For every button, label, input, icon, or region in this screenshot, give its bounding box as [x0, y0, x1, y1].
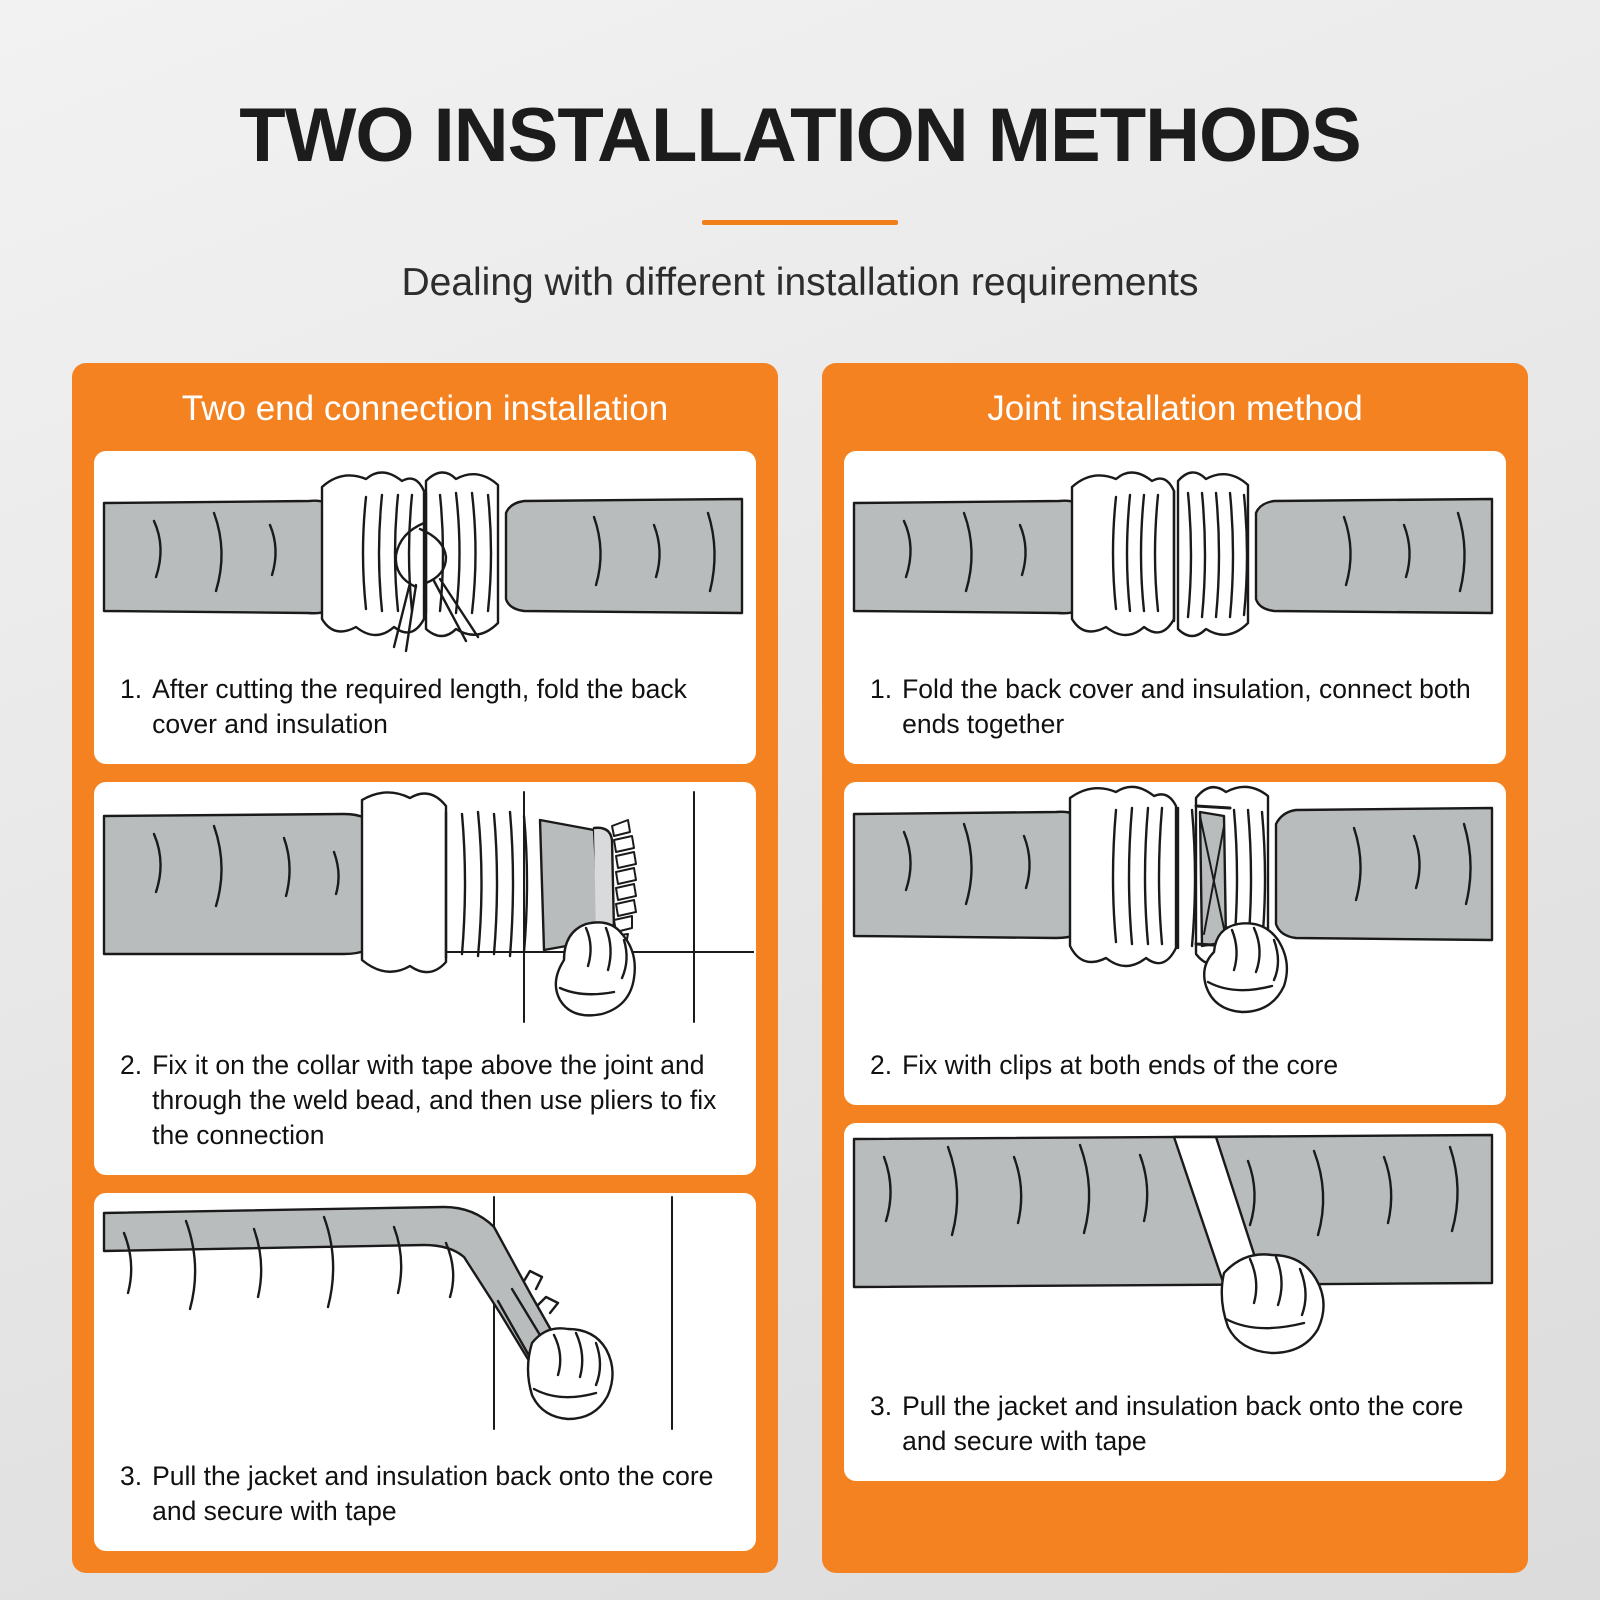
- duct-collar-pliers-illustration: [94, 782, 756, 1032]
- step-description: Fix it on the collar with tape above the joint and through the weld bead, and then use pliers to fix the connection: [152, 1049, 717, 1150]
- step-number: 1.: [120, 673, 143, 704]
- method-title: Joint installation method: [987, 388, 1363, 428]
- step-number: 2.: [870, 1049, 893, 1080]
- step-text: [94, 656, 756, 764]
- step-text: [844, 1373, 1506, 1481]
- method-card-joint-installation: [822, 363, 1528, 1573]
- step-description: Fold the back cover and insulation, connect both ends together: [902, 673, 1471, 739]
- duct-clips-both-ends-illustration: [844, 782, 1506, 1032]
- step-card: [94, 1193, 756, 1551]
- page-title: TWO INSTALLATION METHODS: [239, 93, 1361, 178]
- duct-pull-jacket-tape-illustration-2: [844, 1123, 1506, 1373]
- step-text: [844, 1032, 1506, 1105]
- step-text: [844, 656, 1506, 764]
- duct-connect-both-ends-illustration: [844, 451, 1506, 656]
- title-divider: [702, 220, 898, 225]
- step-card: [94, 782, 756, 1175]
- header: [0, 0, 1600, 305]
- step-description: Fix with clips at both ends of the core: [902, 1049, 1339, 1080]
- duct-fold-back-cover-illustration: [94, 451, 756, 656]
- step-description: After cutting the required length, fold the back cover and insulation: [152, 673, 687, 739]
- page-subtitle: Dealing with different installation requirements: [401, 260, 1199, 304]
- step-text: [94, 1032, 756, 1175]
- methods-container: [0, 363, 1600, 1573]
- step-number: 2.: [120, 1049, 143, 1080]
- method-title: Two end connection installation: [181, 388, 669, 428]
- step-number: 3.: [120, 1460, 143, 1491]
- step-card: [94, 451, 756, 764]
- step-description: Pull the jacket and insulation back onto the core and secure with tape: [902, 1390, 1464, 1456]
- step-number: 1.: [870, 673, 893, 704]
- step-card: [844, 451, 1506, 764]
- step-number: 3.: [870, 1390, 893, 1421]
- step-card: [844, 1123, 1506, 1481]
- step-description: Pull the jacket and insulation back onto the core and secure with tape: [152, 1460, 714, 1526]
- step-text: [94, 1443, 756, 1551]
- duct-pull-jacket-tape-illustration: [94, 1193, 756, 1443]
- method-card-two-end-connection: [72, 363, 778, 1573]
- step-card: [844, 782, 1506, 1105]
